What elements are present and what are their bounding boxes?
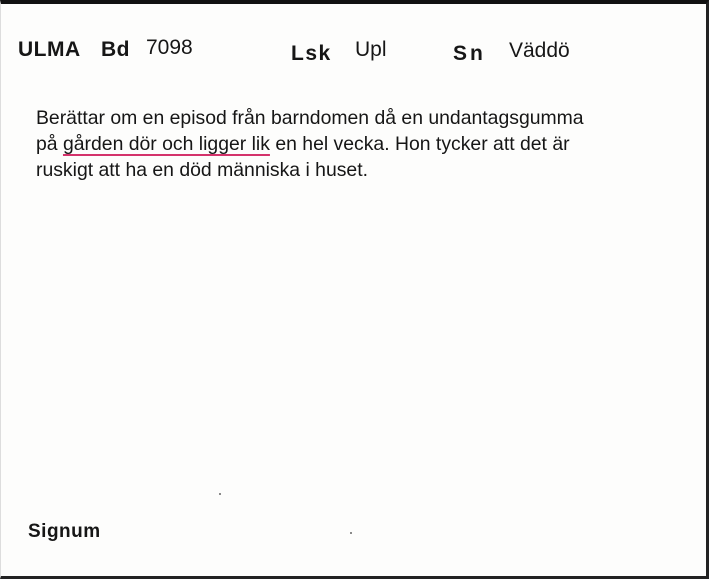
paper-speck [350,532,352,534]
bd-value: 7098 [146,36,193,59]
paper-speck [219,493,221,495]
lsk-value: Upl [355,38,387,61]
description-line-2-end: en hel vecka. Hon tycker att det är [269,133,570,155]
description-line-2-start: på [36,133,63,155]
signum-label: Signum [28,521,101,542]
record-description [36,105,701,183]
sn-label: Sn [453,42,486,65]
bd-label: Bd [101,38,130,61]
sn-value: Väddö [509,39,570,62]
lsk-label: Lsk [291,42,332,65]
description-line-2 [36,131,701,157]
underlined-phrase: gården dör och ligger lik [62,133,270,155]
description-line-1: Berättar om en episod från barndomen då en undantagsgumma [36,107,584,129]
archive-label: ULMA [18,38,81,61]
description-line-3: ruskigt att ha en död människa i huset. [36,159,368,181]
